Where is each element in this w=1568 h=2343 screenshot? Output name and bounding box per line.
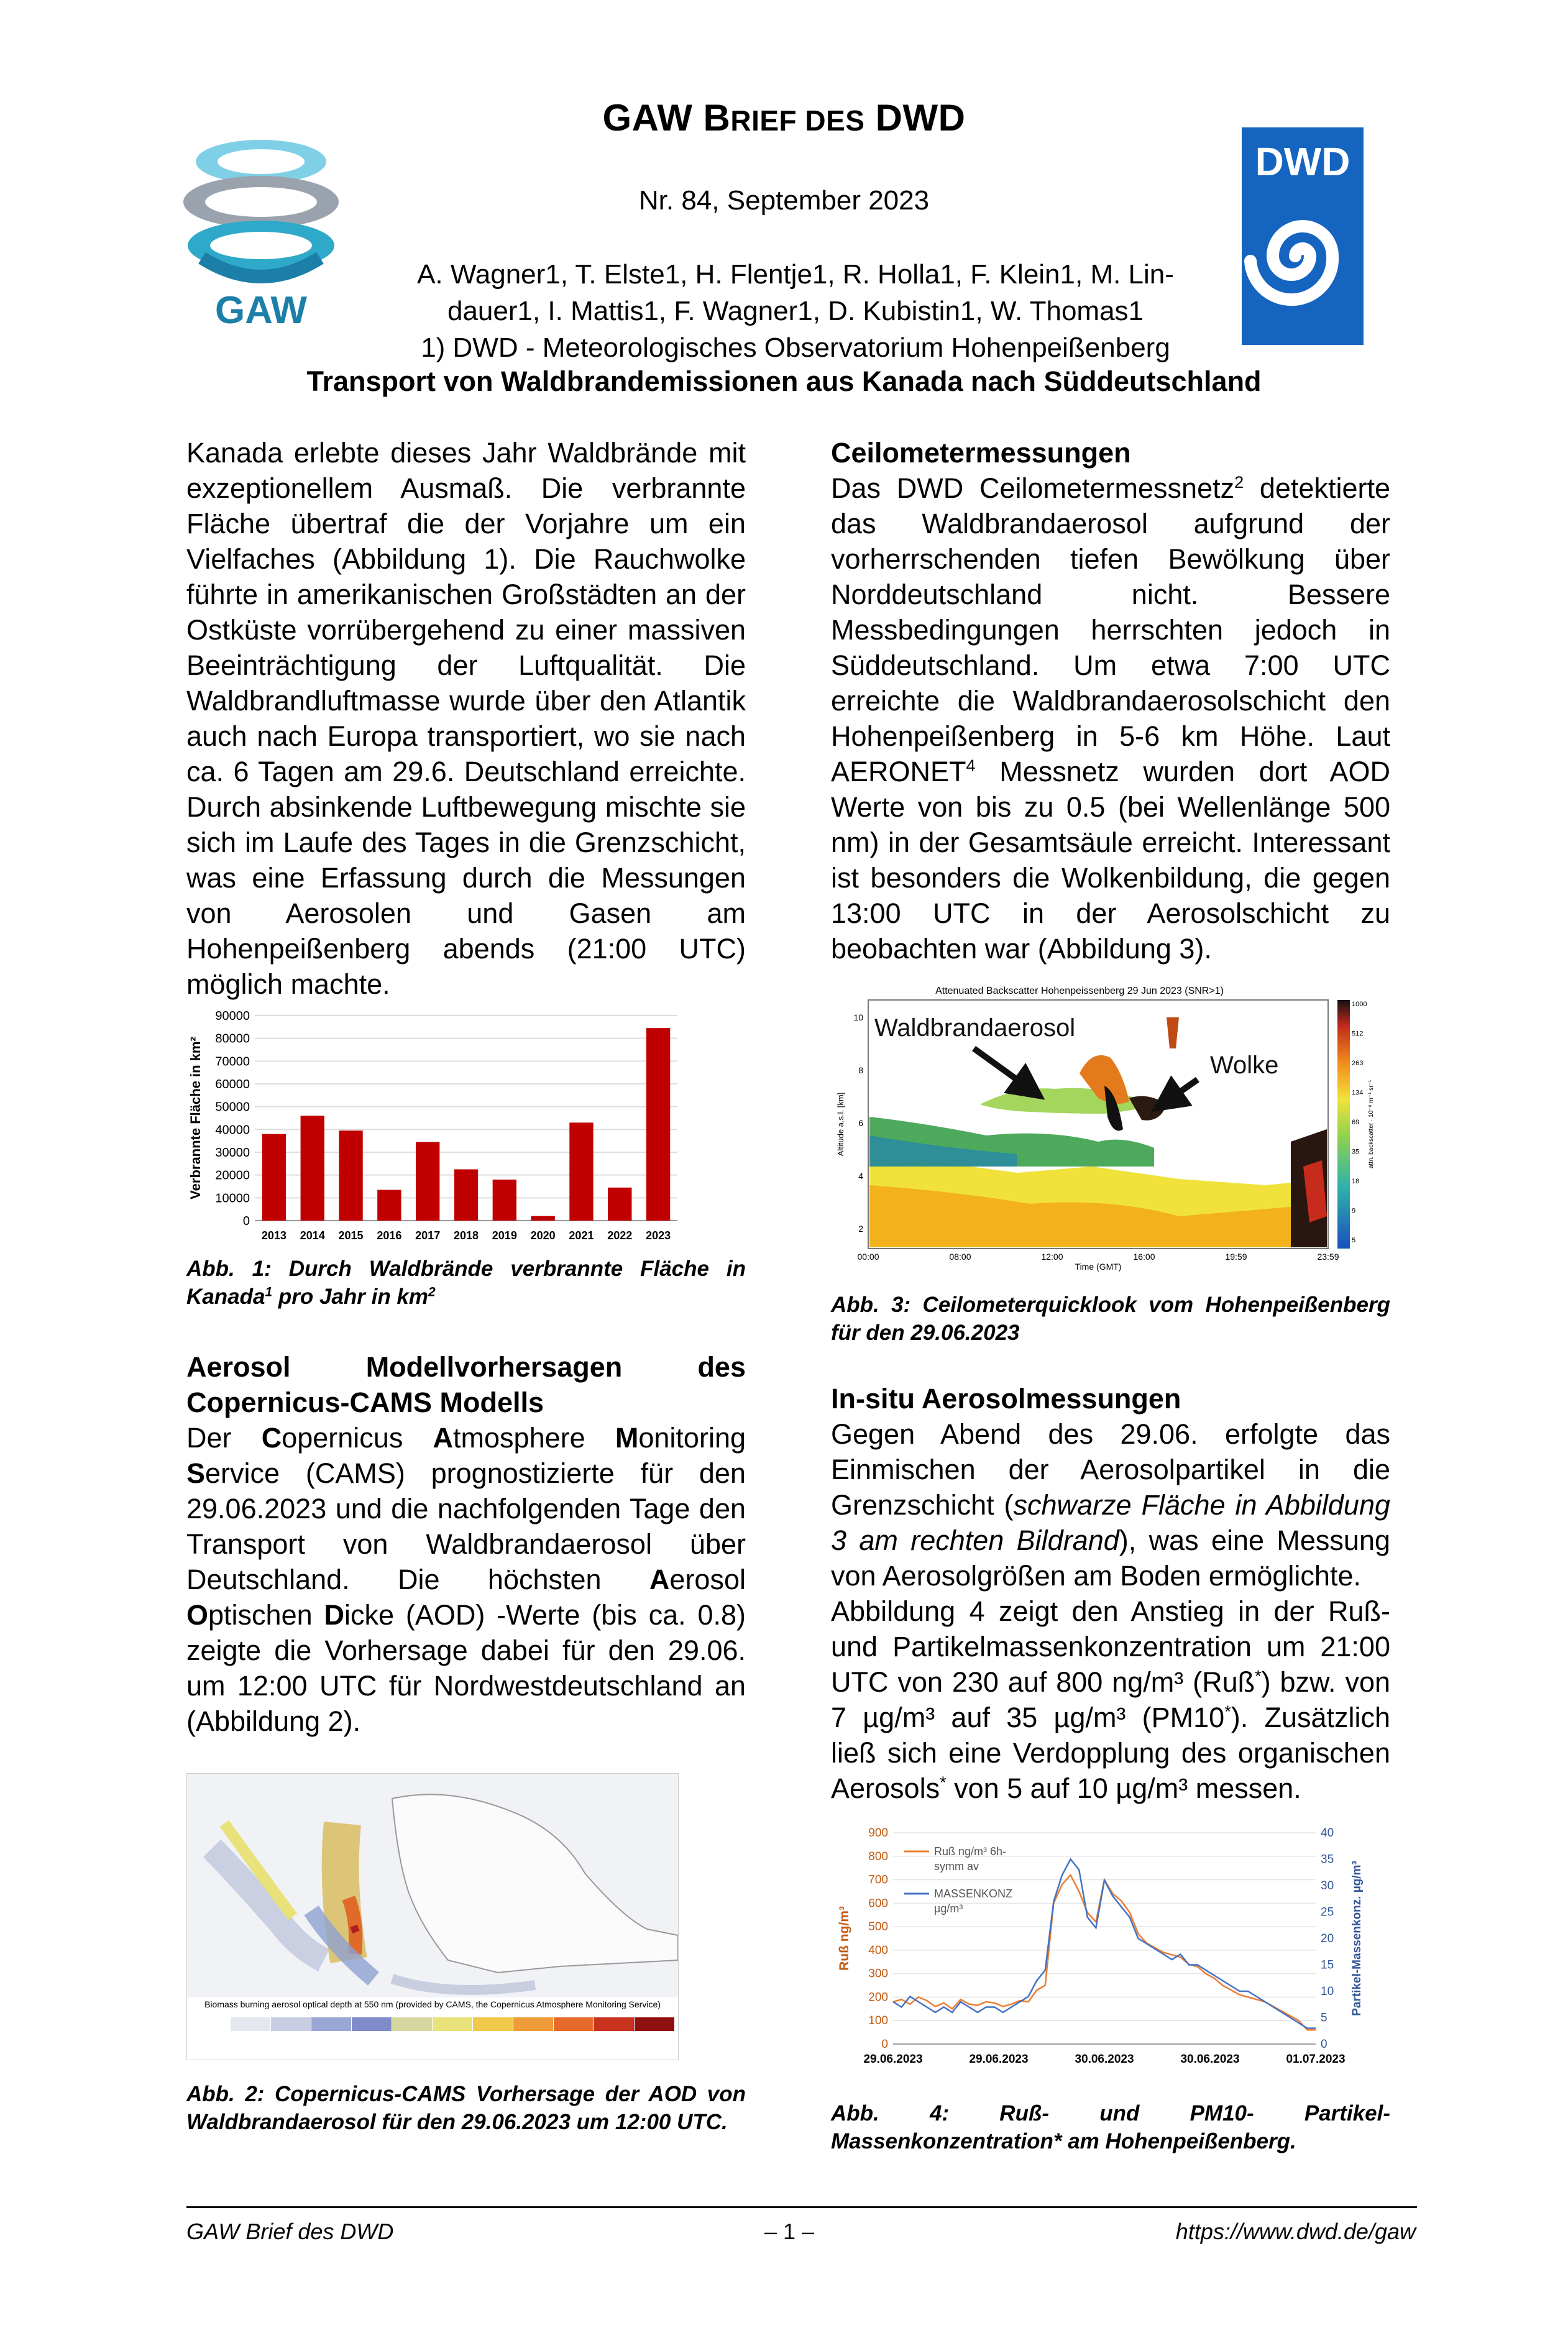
fig1-xtick-label: 2022 bbox=[607, 1229, 633, 1242]
fig1-xtick-label: 2019 bbox=[492, 1229, 517, 1242]
figure-1-caption: Abb. 1: Durch Waldbrände verbrannte Fläche in Kanada$^1$ pro Jahr in $km^2$ bbox=[186, 1257, 746, 1309]
fig4-xtick-label: 29.06.2023 bbox=[969, 2053, 1029, 2066]
figure-2-scale-swatch bbox=[392, 2017, 433, 2031]
fig1-xtick-label: 2023 bbox=[646, 1229, 671, 1242]
fig1-ytick-label: 70000 bbox=[215, 1055, 250, 1069]
fig4-ytick-right: 30 bbox=[1321, 1879, 1334, 1892]
figure-2-caption: Abb. 2: Copernicus-CAMS Vorhersage der AOD von Waldbrandaerosol für den 29.06.2023 um 12:00 UTC. bbox=[186, 2082, 746, 2134]
fig1-ytick-label: 20000 bbox=[215, 1168, 250, 1183]
fig4-ytick-left: 500 bbox=[868, 1920, 888, 1934]
fig3-colorbar-tick: 5 bbox=[1352, 1237, 1356, 1244]
fig4-ytick-right: 25 bbox=[1321, 1905, 1334, 1919]
figure-2-scale-swatch bbox=[433, 2017, 473, 2031]
fig1-bar-2020 bbox=[531, 1216, 554, 1221]
fig1-bar-2014 bbox=[301, 1116, 324, 1221]
fig4-ytick-right: 35 bbox=[1321, 1853, 1334, 1866]
insitu-paragraph-1: Gegen Abend des 29.06. erfolgte das Einmischen der Aerosolpartikel in die Grenzschicht (schwarze Fläche in Abbildung 3 am rechten Bildrand), was eine Messung von Aerosolgrößen am Boden ermöglichte. bbox=[831, 1418, 1390, 1592]
footer-rule bbox=[186, 2206, 1417, 2208]
fig4-xtick-label: 30.06.2023 bbox=[1075, 2053, 1134, 2066]
fig4-ytick-left: 800 bbox=[868, 1850, 888, 1863]
fig3-xtick-label: 08:00 bbox=[949, 1252, 971, 1262]
fig3-xtick-label: 00:00 bbox=[857, 1252, 879, 1262]
fig3-xtick-label: 16:00 bbox=[1133, 1252, 1155, 1262]
affiliation: 1) DWD - Meteorologisches Observatorium Hohenpeißenberg bbox=[421, 332, 1170, 363]
fig3-colorbar-tick: 18 bbox=[1352, 1178, 1360, 1185]
figure-2-scale-swatch bbox=[635, 2017, 675, 2031]
figure-2-scale-swatch bbox=[554, 2017, 594, 2031]
authors-line-2: dauer1, I. Mattis1, F. Wagner1, D. Kubistin1, W. Thomas1 bbox=[447, 296, 1144, 326]
fig3-colorbar-tick: 9 bbox=[1352, 1207, 1356, 1215]
dwd-swirl-icon bbox=[1242, 185, 1364, 328]
fig4-ytick-left: 200 bbox=[868, 1991, 888, 2004]
fig3-colorbar-tick: 1000 bbox=[1352, 1001, 1367, 1008]
ceilometer-paragraph: Das DWD Ceilometermessnetz$^2$ detektierte das Waldbrandaerosol aufgrund der vorherrschenden tiefen Bewölkung über Norddeutschland nicht. Bessere Messbedingungen herrschten jedoch in Süddeutschland. Um etwa 7:00 UTC erreichte die Waldbrandaerosolschicht den Hohenpeißenberg in 5-6 km Höhe. Laut AERONET$^4$ Messnetz wurden dort AOD Werte von bis zu 0.5 (bei Wellenlänge 500 nm) in der Gesamtsäule erreicht. Interessant ist besonders die Wolkenbildung, die gegen 13:00 UTC in der Aerosolschicht zu beobachten war (Abbildung 3). bbox=[831, 472, 1390, 965]
gaw-globe-icon bbox=[177, 134, 345, 332]
fig1-ytick-label: 60000 bbox=[215, 1078, 250, 1091]
left-column bbox=[186, 435, 746, 2136]
fig3-ytick-label: 2 bbox=[858, 1224, 863, 1234]
fig1-bar-2016 bbox=[377, 1190, 401, 1221]
fig1-xtick-label: 2015 bbox=[338, 1229, 364, 1242]
figure-2-scale-swatch bbox=[594, 2017, 635, 2031]
fig4-xtick-label: 29.06.2023 bbox=[863, 2053, 923, 2066]
fig3-ytick-label: 6 bbox=[858, 1118, 863, 1128]
figure-2-scale-swatch bbox=[190, 2017, 231, 2031]
fig1-bar-2021 bbox=[569, 1122, 593, 1221]
fig1-ytick-label: 10000 bbox=[215, 1191, 250, 1206]
fig4-xtick-label: 30.06.2023 bbox=[1180, 2053, 1240, 2066]
dwd-logo bbox=[1242, 127, 1364, 345]
figure-3-caption: Abb. 3: Ceilometerquicklook vom Hohenpeißenberg für den 29.06.2023 bbox=[831, 1293, 1390, 1345]
fig1-xtick-label: 2013 bbox=[261, 1229, 287, 1242]
fig4-ytick-left: 700 bbox=[868, 1873, 888, 1887]
fig3-colorbar-tick: 35 bbox=[1352, 1148, 1360, 1156]
fig4-legend-label-0b: symm av bbox=[934, 1860, 979, 1873]
fig3-colorbar-tick: 134 bbox=[1352, 1089, 1364, 1097]
fig4-ytick-right: 20 bbox=[1321, 1932, 1334, 1945]
fig1-ytick-label: 0 bbox=[242, 1214, 250, 1228]
fig3-colorbar-tick: 69 bbox=[1352, 1119, 1360, 1126]
fig4-ytick-left: 600 bbox=[868, 1897, 888, 1910]
fig1-xtick-label: 2016 bbox=[377, 1229, 402, 1242]
fig1-ytick-label: 80000 bbox=[215, 1032, 250, 1046]
fig4-xtick-label: 01.07.2023 bbox=[1286, 2053, 1346, 2066]
fig4-ylabel-right: Partikel-Massenkonz. µg/m³ bbox=[1350, 1861, 1364, 2016]
fig4-ytick-right: 40 bbox=[1321, 1827, 1334, 1840]
insitu-heading: In-situ Aerosolmessungen bbox=[831, 1383, 1181, 1415]
fig1-ytick-label: 90000 bbox=[215, 1009, 250, 1023]
fig1-bar-2013 bbox=[262, 1134, 286, 1221]
figure-1-bar-chart bbox=[186, 1008, 696, 1247]
figure-3-label-cloud: Wolke bbox=[1210, 1052, 1279, 1079]
gaw-logo-text: GAW bbox=[214, 289, 308, 332]
insitu-paragraph-2: Abbildung 4 zeigt den Anstieg in der Ruß- und Partikelmassenkonzentration um 21:00 UTC von 230 auf 800 ng/m³ (Ruß*) bzw. von 7 µg/m³ auf 35 µg/m³ (PM10*). Zusätzlich ließ sich eine Verdopplung des organischen Aerosols* von 5 auf 10 µg/m³ messen. bbox=[831, 1595, 1391, 1804]
figure-4-line-chart bbox=[831, 1823, 1365, 2091]
figure-3-ceilometer bbox=[831, 980, 1378, 1272]
fig3-xtick-label: 19:59 bbox=[1225, 1252, 1247, 1262]
figure-3-xlabel: Time (GMT) bbox=[1075, 1262, 1122, 1272]
fig1-ylabel: Verbrannte Fläche in km² bbox=[188, 1037, 203, 1199]
fig1-ytick-label: 30000 bbox=[215, 1146, 250, 1160]
fig3-xtick-label: 23:59 bbox=[1317, 1252, 1339, 1262]
fig3-colorbar-tick: 263 bbox=[1352, 1060, 1364, 1067]
fig4-legend-label-1b: µg/m³ bbox=[934, 1902, 963, 1915]
fig1-xtick-label: 2014 bbox=[300, 1229, 325, 1242]
issue-number: Nr. 84, September 2023 bbox=[638, 185, 930, 216]
fig1-bar-2023 bbox=[646, 1028, 670, 1221]
fig1-ytick-label: 40000 bbox=[215, 1123, 250, 1137]
figure-2-scale-swatch bbox=[231, 2017, 271, 2031]
footer-url[interactable]: https://www.dwd.de/gaw bbox=[1175, 2219, 1416, 2244]
gaw-logo bbox=[177, 134, 345, 332]
figure-2-scale-swatch bbox=[473, 2017, 513, 2031]
fig4-ytick-left: 900 bbox=[868, 1827, 888, 1840]
fig3-xtick-label: 12:00 bbox=[1041, 1252, 1063, 1262]
fig4-ytick-right: 10 bbox=[1321, 1985, 1334, 1998]
fig4-ytick-left: 100 bbox=[868, 2014, 888, 2028]
fig4-ytick-right: 0 bbox=[1321, 2038, 1327, 2051]
fig4-ytick-left: 0 bbox=[881, 2038, 888, 2051]
fig1-bar-2019 bbox=[493, 1180, 516, 1221]
fig4-ytick-right: 15 bbox=[1321, 1958, 1334, 1972]
article-subtitle: Transport von Waldbrandemissionen aus Kanada nach Süddeutschland bbox=[306, 365, 1262, 397]
fig1-bar-2022 bbox=[608, 1188, 631, 1221]
fig1-bar-2017 bbox=[416, 1142, 439, 1221]
fig4-series-line-1 bbox=[893, 1859, 1316, 2029]
cams-heading: Aerosol Modellvorhersagen des Copernicus-CAMS Modells bbox=[186, 1351, 746, 1418]
fig3-ytick-label: 4 bbox=[858, 1171, 863, 1181]
footer-page-number: – 1 – bbox=[764, 2219, 815, 2244]
fig1-ytick-label: 50000 bbox=[215, 1100, 250, 1114]
figure-2-color-scale bbox=[190, 2017, 675, 2031]
footer-left: GAW Brief des DWD bbox=[186, 2219, 394, 2244]
authors bbox=[329, 256, 1262, 366]
fig4-legend-label-0: Ruß ng/m³ 6h- bbox=[934, 1845, 1007, 1858]
fig1-xtick-label: 2020 bbox=[530, 1229, 556, 1242]
figure-3-title: Attenuated Backscatter Hohenpeissenberg 29 Jun 2023 (SNR>1) bbox=[935, 986, 1224, 996]
dwd-logo-text: DWD bbox=[1255, 139, 1350, 184]
fig4-ylabel-left: Ruß ng/m³ bbox=[837, 1906, 851, 1971]
figure-3-ylabel: Altitude a.s.l. [km] bbox=[836, 1092, 845, 1157]
right-column bbox=[831, 435, 1390, 2155]
figure-4-caption: Abb. 4: Ruß- und PM10- Partikel-Massenkonzentration* am Hohenpeißenberg. bbox=[831, 2101, 1390, 2153]
figure-2-map bbox=[186, 1773, 679, 2060]
fig1-xtick-label: 2017 bbox=[415, 1229, 441, 1242]
figure-2-scale-swatch bbox=[513, 2017, 554, 2031]
figure-3-colorbar-label: attn. backscatter · 10⁻⁸ m⁻¹ sr⁻¹ bbox=[1368, 1080, 1375, 1169]
ceilometer-heading: Ceilometermessungen bbox=[831, 437, 1131, 469]
fig4-ytick-left: 400 bbox=[868, 1943, 888, 1957]
fig4-legend-label-1: MASSENKONZ bbox=[934, 1887, 1013, 1900]
authors-line-1: A. Wagner1, T. Elste1, H. Flentje1, R. Holla1, F. Klein1, M. Lin- bbox=[417, 259, 1174, 290]
fig1-xtick-label: 2018 bbox=[453, 1229, 479, 1242]
intro-paragraph: Kanada erlebte dieses Jahr Waldbrände mit exzeptionellem Ausmaß. Die verbrannte Fläche übertraf die der Vorjahre um ein Vielfaches (Abbildung 1). Die Rauchwolke führte in amerikanischen Großstädten an der Ostküste vorrübergehend zu einer massiven Beeinträchtigung der Luftqualität. Die Waldbrandluftmasse wurde über den Atlantik auch nach Europa transportiert, wo sie nach ca. 6 Tagen am 29.6. Deutschland erreichte. Durch absinkende Luftbewegung mischte sie sich im Laufe des Tages in die Grenzschicht, was eine Erfassung durch die Messungen von Aerosolen und Gasen am Hohenpeißenberg abends (21:00 UTC) möglich machte. bbox=[186, 437, 746, 1000]
fig1-xtick-label: 2021 bbox=[569, 1229, 594, 1242]
fig3-ytick-label: 8 bbox=[858, 1065, 863, 1075]
figure-3-label-aerosol: Waldbrandaerosol bbox=[874, 1014, 1076, 1042]
cams-paragraph: Der Copernicus Atmosphere Monitoring Service (CAMS) prognostizierte für den 29.06.2023 und die nachfolgenden Tage den Transport von Waldbrandaerosol über Deutschland. Die höchsten Aerosol Optischen Dicke (AOD) -Werte (bis ca. 0.8) zeigte die Vorhersage dabei für den 29.06. um 12:00 UTC für Nordwestdeutschland an (Abbildung 2). bbox=[186, 1422, 746, 1737]
figure-2-scale-swatch bbox=[311, 2017, 352, 2031]
fig4-ytick-right: 5 bbox=[1321, 2011, 1327, 2025]
fig4-ytick-left: 300 bbox=[868, 1967, 888, 1981]
figure-2-legend-title: Biomass burning aerosol optical depth at 550 nm (provided by CAMS, the Copernicus Atmosphere Monitoring Service) bbox=[204, 1999, 661, 2009]
fig1-bar-2015 bbox=[339, 1130, 362, 1221]
fig1-bar-2018 bbox=[454, 1170, 478, 1221]
page-title: GAW BRIEF DES DWD bbox=[602, 97, 966, 139]
fig3-ytick-label: 10 bbox=[853, 1012, 863, 1022]
figure-2-scale-swatch bbox=[271, 2017, 311, 2031]
fig3-colorbar-tick: 512 bbox=[1352, 1030, 1364, 1038]
figure-2-scale-swatch bbox=[352, 2017, 392, 2031]
